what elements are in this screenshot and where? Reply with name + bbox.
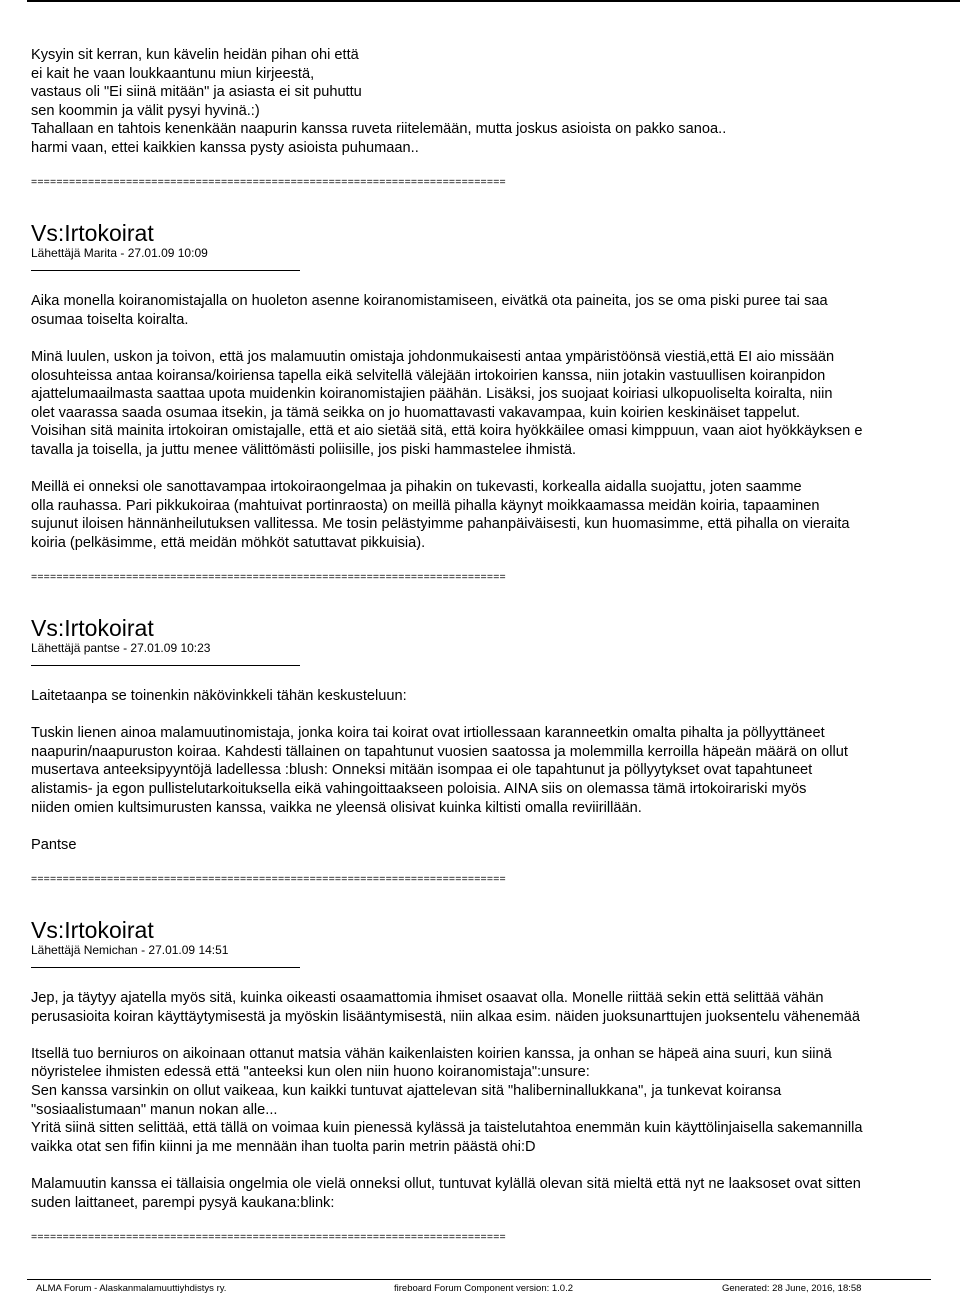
text-line: Sen kanssa varsinkin on ollut vaikeaa, kun kaikki tuntuvat ajattelevan sitä "haliberninallukkana", ja tunkevat koiransa (31, 1082, 782, 1099)
text-line: tavalla ja toisella, ja juttu menee välittömästi poliisille, jos piski hammastelee ihmistä. (31, 441, 577, 458)
page-content (31, 46, 960, 1243)
post-separator: =========================================================================== (31, 571, 506, 584)
paragraph (31, 348, 960, 460)
post-meta: Lähettäjä Marita - 27.01.09 10:09 (31, 246, 208, 261)
post-meta: Lähettäjä pantse - 27.01.09 10:23 (31, 641, 211, 656)
intro-text (31, 46, 960, 158)
text-line: musertava anteeksipyyntöjä ladellessa :blush: Onneksi mitään isompaa ei ole tapahtunut ja pöllyytykset ovat tapahtuneet (31, 762, 813, 779)
meta-divider (31, 665, 300, 666)
text-line: Minä luulen, uskon ja toivon, että jos malamuutin omistaja johdonmukaisesti antaa ympäristöönsä viestiä,että EI aio missään (31, 348, 835, 365)
text-line: Laitetaanpa se toinenkin näkövinkkeli tähän keskusteluun: (31, 688, 407, 705)
text-line: Meillä ei onneksi ole sanottavampaa irtokoiraongelmaa ja pihakin on tukevasti, korkealla aidalla suojattu, joten saamme (31, 479, 802, 496)
text-line: naapurin/naapuruston koiraa. Kahdesti tällainen on tapahtunut vuosien saatossa ja molemmilla kerroilla häpeän määrä on ollut (31, 743, 848, 760)
text-line: niiden omien kultsimurusten kanssa, vaikka ne yleensä olisivat kuinka kiltisti omalla reviirillään. (31, 799, 642, 816)
text-line: vaikka otat sen fifin kiinni ja me mennään ihan tuolta parin metrin päästä ohi:D (31, 1138, 536, 1155)
paragraph (31, 836, 960, 855)
post-separator: =========================================================================== (31, 1230, 506, 1243)
post-separator: =========================================================================== (31, 873, 506, 885)
text-line: Pantse (31, 836, 77, 853)
text-line: Itsellä tuo berniuros on aikoinaan ottanut matsia vähän kaikenlaisten koirien kanssa, ja onhan se häpeä aina suuri, kun siinä (31, 1045, 832, 1062)
text-line: Voisihan sitä mainita irtokoiran omistajalle, että et aio sietää sitä, että koira hyökkäilee omasi kimppuun, vaan aiot hyökkäyksen e (31, 423, 863, 440)
text-line: Malamuutin kanssa ei tällaisia ongelmia ole vielä onneksi ollut, tuntuvat kylällä olevan sitä mieltä että nyt ne laaksoset ovat sitten (31, 1175, 861, 1192)
post-title: Vs:Irtokoirat (31, 917, 154, 943)
text-line: Kysyin sit kerran, kun kävelin heidän pihan ohi että (31, 47, 359, 63)
text-line: perusasioita koiran käyttäytymisestä ja myöskin lisääntymisestä, niin alkaa esim. näiden juoksunarttujen juoksentelu vähenemää (31, 1008, 861, 1025)
meta-divider (31, 967, 300, 968)
paragraph (31, 1045, 960, 1157)
text-line: olet vaarassa saada osumaa itsekin, ja tämä seikka on jo huomattavasti vakavampaa, kuin koirien keskinäiset tappelut. (31, 404, 801, 421)
paragraph (31, 478, 960, 552)
paragraph (31, 1175, 960, 1212)
post-body (31, 989, 960, 1212)
post (31, 917, 960, 1243)
footer-rule (27, 1279, 931, 1280)
text-line: Aika monella koiranomistajalla on huoleton asenne koiranomistamiseen, eivätkä ota paineita, jos se oma piski puree tai saa (31, 293, 828, 310)
post (31, 615, 960, 885)
text-line: Yritä siinä sitten selittää, että tällä on voimaa kuin pienessä kylässä ja taistelutahtoa enemmän kuin käyttölinjaisella sakemannilla (31, 1120, 863, 1137)
text-line: suden laittaneet, parempi pysyä kaukana:blink: (31, 1194, 335, 1211)
footer-site-name: ALMA Forum - Alaskanmalamuuttiyhdistys ry. (36, 1283, 227, 1294)
text-line: Jep, ja täytyy ajatella myös sitä, kuinka oikeasti osaamattomia ihmiset osaavat olla. Monelle riittää sekin että selittää vähän (31, 990, 824, 1006)
post-title: Vs:Irtokoirat (31, 615, 154, 642)
post-title: Vs:Irtokoirat (31, 220, 154, 247)
footer-component-version: fireboard Forum Component version: 1.0.2 (394, 1283, 574, 1294)
footer-generated-date: Generated: 28 June, 2016, 18:58 (722, 1283, 862, 1294)
text-line: olla rauhassa. Pari pikkukoiraa (mahtuivat portinraosta) on meillä pihalla käynyt moikkaamassa meidän koiria, tapaaminen (31, 497, 820, 514)
meta-divider (31, 270, 300, 271)
text-line: sen koommin ja välit pysyi hyvinä.:) (31, 102, 260, 119)
text-line: ei kait he vaan loukkaantunu miun kirjeestä, (31, 65, 315, 82)
top-rule (27, 0, 960, 2)
post-meta: Lähettäjä Nemichan - 27.01.09 14:51 (31, 943, 229, 957)
paragraph (31, 724, 960, 817)
text-line: alistamis- ja egon pullistelutarkoituksella eikä vahingoittaakseen poloisia. AINA siis on olemassa tämä irtokoirariski myös (31, 781, 807, 798)
post-body (31, 292, 960, 552)
text-line: "sosiaalistumaan" manun nokan alle... (31, 1101, 278, 1118)
text-line: olosuhteissa antaa koiransa/koiriensa tapella eikä selvitellä välejään irtokoirien kanssa, niin jotakin vastuullisen koiranpidon (31, 367, 826, 384)
text-line: Tuskin lienen ainoa malamuutinomistaja, jonka koira tai koirat ovat irtiollessaan karanneetkin omalta pihalta ja pöllyyttäneet (31, 725, 825, 742)
text-line: koiria (pelkäsimme, että meidän möhköt satuttavat pikkuisia). (31, 534, 426, 551)
post (31, 220, 960, 583)
post-body (31, 687, 960, 854)
text-line: Tahallaan en tahtois kenenkään naapurin kanssa ruveta riitelemään, mutta joskus asioista on pakko sanoa.. (31, 121, 727, 138)
text-line: osumaa toiselta koiralta. (31, 311, 189, 328)
text-line: vastaus oli "Ei siinä mitään" ja asiasta ei sit puhuttu (31, 84, 362, 101)
text-line: sujunut iloisen hännänheilutuksen vallitessa. Me tosin pelästyimme pahanpäiväisesti, kun huomasimme, että pihalla on vieraita (31, 516, 850, 533)
text-line: ajattelumaailmasta saattaa upota muidenkin koiranomistajien päähän. Lisäksi, jos suojaat koiriasi ulkopuoliselta koiralta, niin (31, 386, 833, 403)
post-separator: =========================================================================== (31, 176, 506, 189)
text-line: nöyristelee ihmisten edessä että "anteeksi kun olen niin huono koiranomistaja":unsure: (31, 1064, 590, 1081)
paragraph (31, 989, 960, 1026)
paragraph (31, 292, 960, 329)
text-line: harmi vaan, ettei kaikkien kanssa pysty asioista puhumaan.. (31, 139, 419, 156)
paragraph (31, 687, 960, 706)
